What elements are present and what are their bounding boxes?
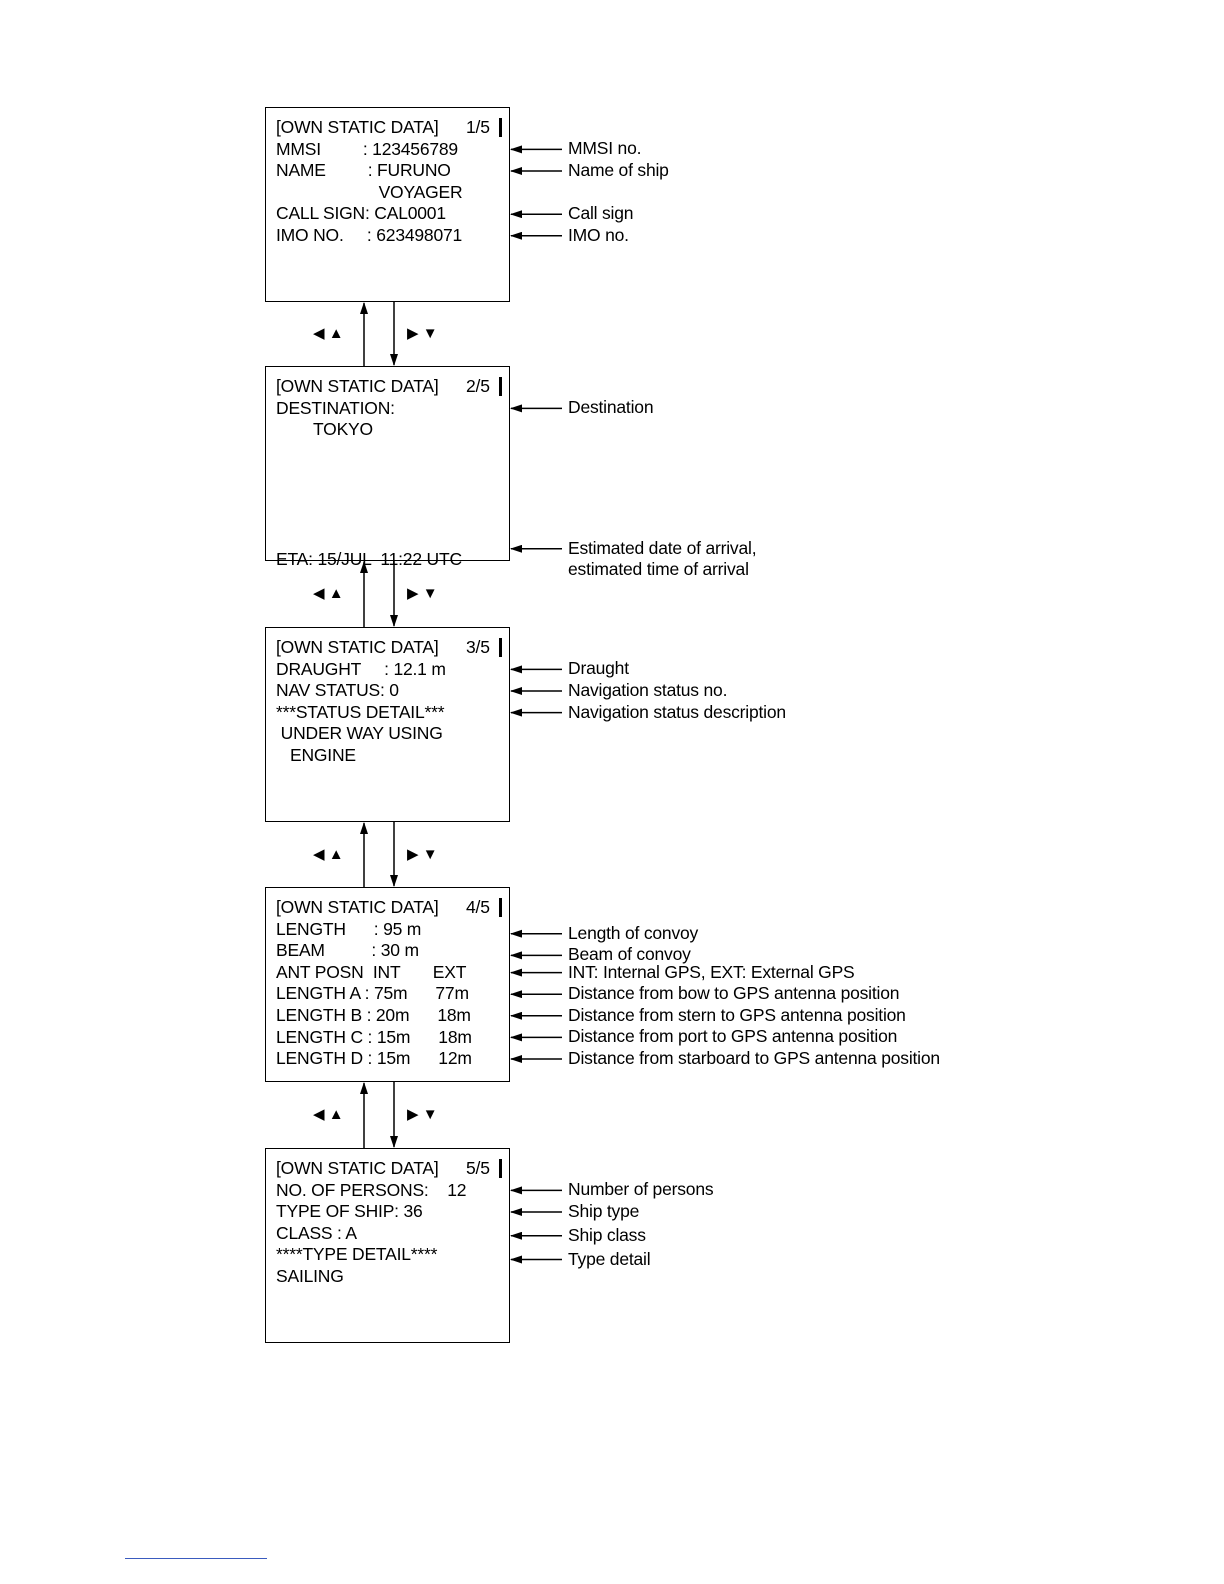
page-indicator: 5/5 xyxy=(466,1158,490,1178)
data-line: ***STATUS DETAIL*** xyxy=(276,701,445,722)
data-line: VOYAGER xyxy=(276,181,463,202)
annotation-label: Number of persons xyxy=(568,1179,714,1200)
nav-back-keys-icon: ◀ ▲ xyxy=(313,585,344,602)
data-line: UNDER WAY USING xyxy=(276,723,443,744)
annotation-label: Length of convoy xyxy=(568,922,699,943)
screen-panel-1 xyxy=(265,107,510,302)
data-line: ENGINE xyxy=(276,745,356,765)
screen-panel-4 xyxy=(265,887,510,1082)
annotation-label: Type detail xyxy=(568,1248,651,1269)
data-line: LENGTH B : 20m 18m xyxy=(276,1005,471,1025)
data-line: MMSI : 123456789 xyxy=(276,138,458,159)
footer-rule xyxy=(125,1558,267,1559)
data-line: NO. OF PERSONS: 12 xyxy=(276,1179,467,1200)
screen-panel-5 xyxy=(265,1148,510,1343)
data-line: CLASS : A xyxy=(276,1222,357,1243)
screen-header: [OWN STATIC DATA] xyxy=(276,1158,439,1178)
annotation-label: estimated time of arrival xyxy=(568,559,749,580)
annotation-label: Navigation status no. xyxy=(568,680,728,700)
annotation-label: Distance from bow to GPS antenna position xyxy=(568,983,900,1004)
data-line: LENGTH : 95 m xyxy=(276,918,422,939)
screen-header: [OWN STATIC DATA] xyxy=(276,117,439,137)
nav-forward-keys-icon: ▶ ▼ xyxy=(407,585,438,602)
nav-back-keys-icon: ◀ ▲ xyxy=(313,1106,344,1123)
data-line: SAILING xyxy=(276,1266,344,1286)
nav-forward-keys-icon: ▶ ▼ xyxy=(407,845,438,863)
annotation-label: Beam of convoy xyxy=(568,944,691,965)
annotation-label: Distance from starboard to GPS antenna position xyxy=(568,1048,940,1068)
page-indicator: 2/5 xyxy=(466,376,490,396)
annotation-label: Navigation status description xyxy=(568,701,786,722)
data-line: LENGTH A : 75m 77m xyxy=(276,983,469,1004)
data-line: TOKYO xyxy=(276,419,373,440)
nav-back-keys-icon: ◀ ▲ xyxy=(313,845,344,863)
data-line: TYPE OF SHIP: 36 xyxy=(276,1201,423,1222)
annotation-label: MMSI no. xyxy=(568,138,642,159)
screen-header: [OWN STATIC DATA] xyxy=(276,376,439,396)
annotation-label: Call sign xyxy=(568,203,634,224)
data-line: NAV STATUS: 0 xyxy=(276,680,399,701)
data-line: LENGTH D : 15m 12m xyxy=(276,1048,472,1069)
page-indicator: 4/5 xyxy=(466,897,490,917)
cursor-bar xyxy=(499,1159,502,1178)
screen-panel-2 xyxy=(265,366,510,569)
annotation-label: Distance from stern to GPS antenna position xyxy=(568,1004,906,1025)
data-line: DESTINATION: xyxy=(276,397,395,418)
data-line: CALL SIGN: CAL0001 xyxy=(276,203,446,224)
screen-header: [OWN STATIC DATA] xyxy=(276,637,439,657)
page-indicator: 3/5 xyxy=(466,637,490,657)
annotation-label: Ship class xyxy=(568,1224,646,1245)
cursor-bar xyxy=(499,377,502,396)
cursor-bar xyxy=(499,118,502,137)
annotation-label: IMO no. xyxy=(568,224,629,245)
cursor-bar xyxy=(499,638,502,657)
cursor-bar xyxy=(499,898,502,917)
data-line: LENGTH C : 15m 18m xyxy=(276,1026,472,1047)
annotation-label: INT: Internal GPS, EXT: External GPS xyxy=(568,961,855,982)
data-line: ANT POSN INT EXT xyxy=(276,961,467,982)
data-line: IMO NO. : 623498071 xyxy=(276,225,463,245)
nav-forward-keys-icon: ▶ ▼ xyxy=(407,325,438,342)
annotation-label: Destination xyxy=(568,397,654,418)
data-line: DRAUGHT : 12.1 m xyxy=(276,658,446,679)
data-line: ETA: 15/JUL 11:22 UTC xyxy=(276,548,462,569)
screen-header: [OWN STATIC DATA] xyxy=(276,897,439,917)
page-indicator: 1/5 xyxy=(466,117,490,137)
data-line: ****TYPE DETAIL**** xyxy=(276,1244,438,1265)
annotation-label: Ship type xyxy=(568,1201,640,1221)
data-line: NAME : FURUNO xyxy=(276,160,451,181)
annotation-label: Distance from port to GPS antenna position xyxy=(568,1026,898,1047)
screen-panel-3 xyxy=(265,627,510,822)
nav-back-keys-icon: ◀ ▲ xyxy=(313,325,344,342)
annotation-label: Estimated date of arrival, xyxy=(568,537,757,558)
annotation-label: Draught xyxy=(568,658,629,679)
annotation-label: Name of ship xyxy=(568,160,669,180)
nav-forward-keys-icon: ▶ ▼ xyxy=(407,1106,438,1123)
data-line: BEAM : 30 m xyxy=(276,940,419,961)
